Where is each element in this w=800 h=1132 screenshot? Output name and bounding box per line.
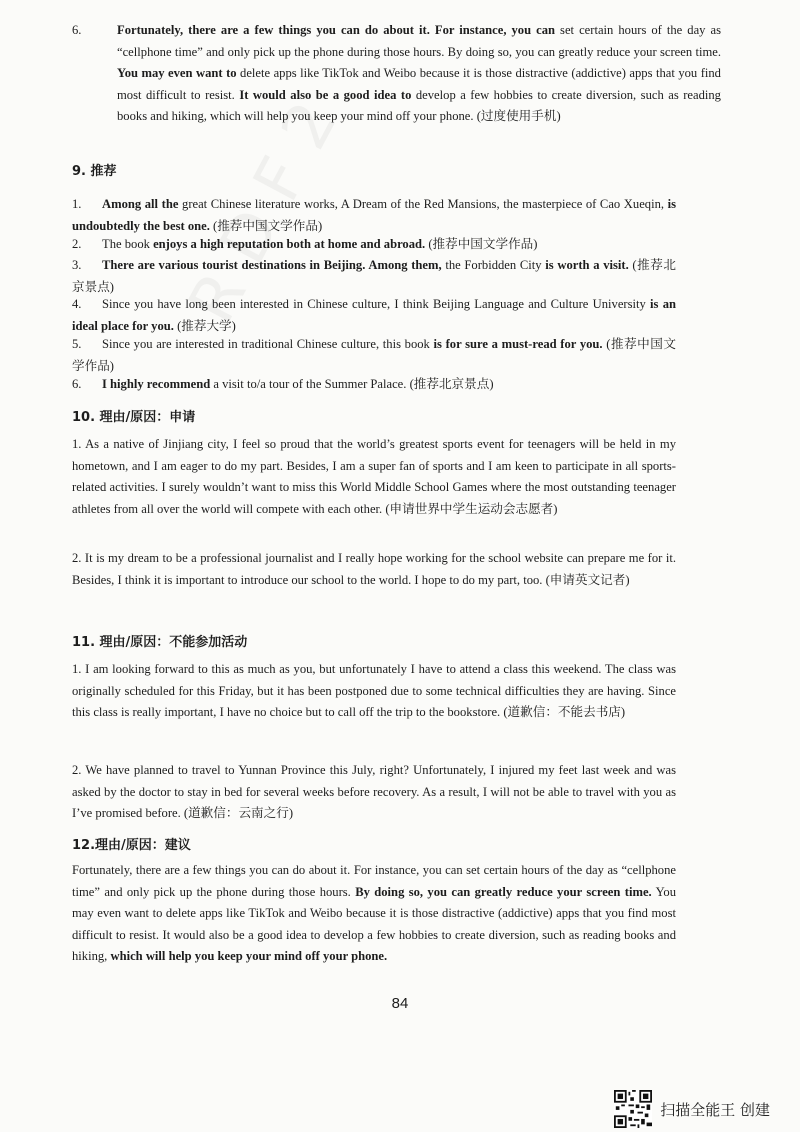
rec-item-4: 4. Since you have long been interested in Chinese culture, I think Beijing Language and Culture University is an ideal place for you. (推荐大学) — [72, 297, 676, 333]
scanner-footer — [614, 1090, 770, 1128]
application-paragraph-1: 1. As a native of Jinjiang city, I feel so proud that the world’s greatest sports event for teenagers will be held in my hometown, and I am eager to do my part. Besides, I am a super fan of sports and I am keen to participate in all sports-related activities. I surely wouldn’t want to miss this World Middle School Games where the most outstanding teenager athletes from all over the world will compete with each other. (申请世界中学生运动会志愿者) — [72, 437, 676, 516]
section-heading-9: 9. 推荐 — [72, 164, 117, 179]
rec-item-2: 2. The book enjoys a high reputation both at home and abroad. (推荐中国文学作品) — [72, 237, 538, 251]
absence-paragraph-1: 1. I am looking forward to this as much as you, but unfortunately I have to attend a class this weekend. The class was originally scheduled for this Friday, but it has been postponed due to some technical difficulties they are having. Since this class is really important, I have no choice but to call off the trip to the bookstore. (道歉信：不能去书店) — [72, 662, 676, 719]
page-number: 84 — [391, 995, 409, 1012]
section-heading-10: 10. 理由/原因：申请 — [72, 410, 196, 425]
rec-item-6: 6. I highly recommend a visit to/a tour of the Summer Palace. (推荐北京景点) — [72, 377, 494, 391]
rec-item-1: 1. Among all the great Chinese literature works, A Dream of the Red Mansions, the masterpiece of Cao Xueqin, is undoubtedly the best one. (推荐中国文学作品) — [72, 197, 677, 233]
item-number: 6. — [72, 23, 82, 37]
section-heading-11: 11. 理由/原因：不能参加活动 — [72, 635, 248, 650]
scanner-credit: 扫描全能王 创建 — [660, 1100, 770, 1119]
application-paragraph-2: 2. It is my dream to be a professional journalist and I really hope working for the school website can prepare me for it. Besides, I think it is important to introduce our school to the world. I hope to do my part, too. (申请英文记者) — [72, 551, 676, 587]
item-6-suggestion: 6. Fortunately, there are a few things you can do about it. For instance, you can set certain hours of the day as “cellphone time” and only pick up the phone during those hours. By doing so, you can greatly reduce your screen time. You may even want to delete apps like TikTok and Weibo because it is those distractive (addictive) apps that you find most difficult to resist. It would also be a good idea to develop a few hobbies to create diversion, such as reading books and hiking, which will help you keep your mind off your phone. (过度使用手机) — [72, 20, 721, 128]
section-heading-12: 12.理由/原因：建议 — [72, 838, 191, 853]
absence-paragraph-2: 2. We have planned to travel to Yunnan Province this July, right? Unfortunately, I injured my feet last week and was asked by the doctor to stay in bed for several weeks before recovery. As a result, I will not be able to travel with you as I’ve promised before. (道歉信：云南之行) — [72, 763, 676, 820]
rec-item-3: 3. There are various tourist destinations in Beijing. Among them, the Forbidden City is worth a visit. (推荐北京景点) — [72, 258, 676, 294]
rec-item-5: 5. Since you are interested in traditional Chinese culture, this book is for sure a must-read for you. (推荐中国文学作品) — [72, 337, 677, 373]
suggestion-paragraph: Fortunately, there are a few things you can do about it. For instance, you can set certain hours of the day as “cellphone time” and only pick up the phone during those hours. By doing so, you can greatly reduce your screen time. You may even want to delete apps like TikTok and Weibo because it is those distractive (addictive) apps that you find most difficult to resist. It would also be a good idea to develop a few hobbies to create diversion, such as reading books and hiking, which will help you keep your mind off your phone. — [72, 863, 677, 963]
qr-code-icon — [614, 1090, 652, 1128]
